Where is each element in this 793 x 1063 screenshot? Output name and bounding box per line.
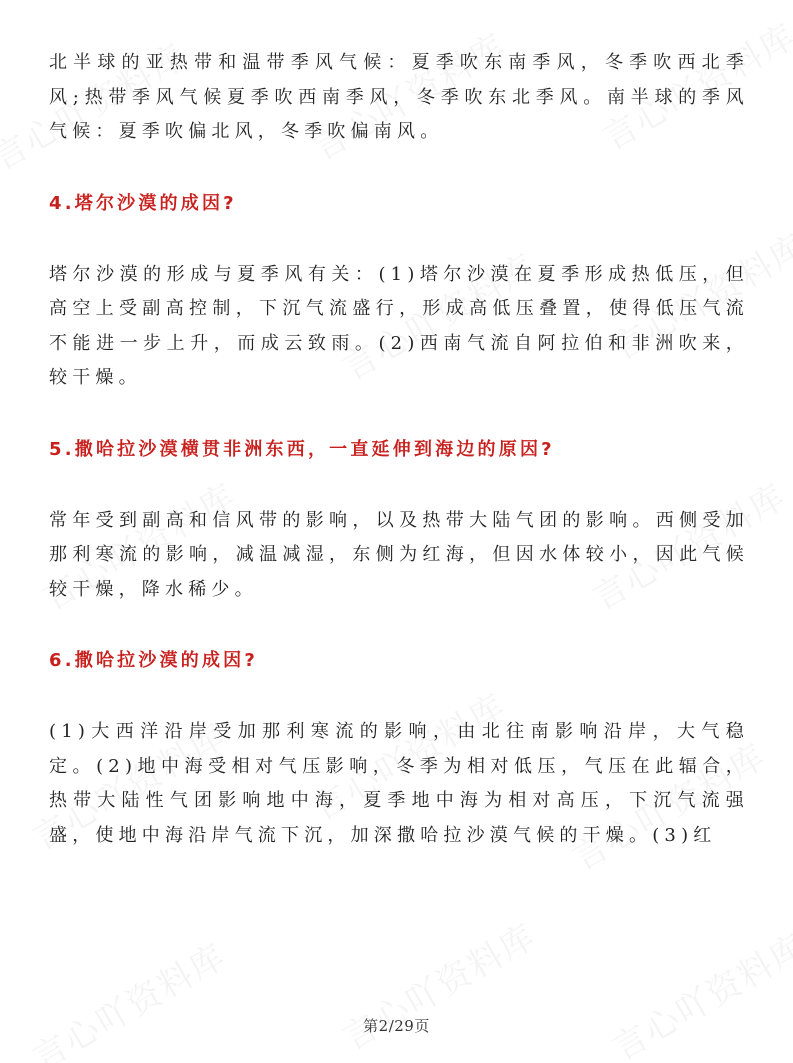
paragraph-sahara-causes: (1)大西洋沿岸受加那利寒流的影响，由北往南影响沿岸，大气稳定。(2)地中海受相对气压影响，冬季为相对低压，气压在此辐合，热带大陆性气团影响地中海，夏季地中海为相对高压，下沉气流强盛，使地中海沿岸气流下沉，加深撒哈拉沙漠气候的干燥。(3)红 xyxy=(49,721,749,846)
paragraph-monsoon: 北半球的亚热带和温带季风气候：夏季吹东南季风，冬季吹西北季风;热带季风气候夏季吹西南季风，冬季吹东北季风。南半球的季风气候：夏季吹偏北风，冬季吹偏南风。 xyxy=(49,52,749,142)
document-content xyxy=(49,46,749,853)
paragraph-sahara-extent: 常年受到副高和信风带的影响，以及热带大陆气团的影响。西侧受加那利寒流的影响，减温减湿，东侧为红海，但因水体较小，因此气候较干燥，降水稀少。 xyxy=(49,509,749,600)
watermark-text xyxy=(22,929,234,1063)
page-number: 第2/29页 xyxy=(363,1017,430,1035)
heading-question-5: 5.撒哈拉沙漠横贯非洲东西，一直延伸到海边的原因? xyxy=(49,438,555,460)
watermark-text xyxy=(332,909,544,1059)
watermark-text xyxy=(602,919,793,1063)
heading-question-6: 6.撒哈拉沙漠的成因? xyxy=(49,650,259,671)
paragraph-thar-desert: 塔尔沙漠的形成与夏季风有关：(1)塔尔沙漠在夏季形成热低压，但高空上受副高控制，下沉气流盛行，形成高低压叠置，使得低压气流不能进一步上升，而成云致雨。(2)西南气流自阿拉伯和非洲吹来，较干燥。 xyxy=(49,263,749,388)
heading-question-4: 4.塔尔沙漠的成因? xyxy=(49,192,237,214)
